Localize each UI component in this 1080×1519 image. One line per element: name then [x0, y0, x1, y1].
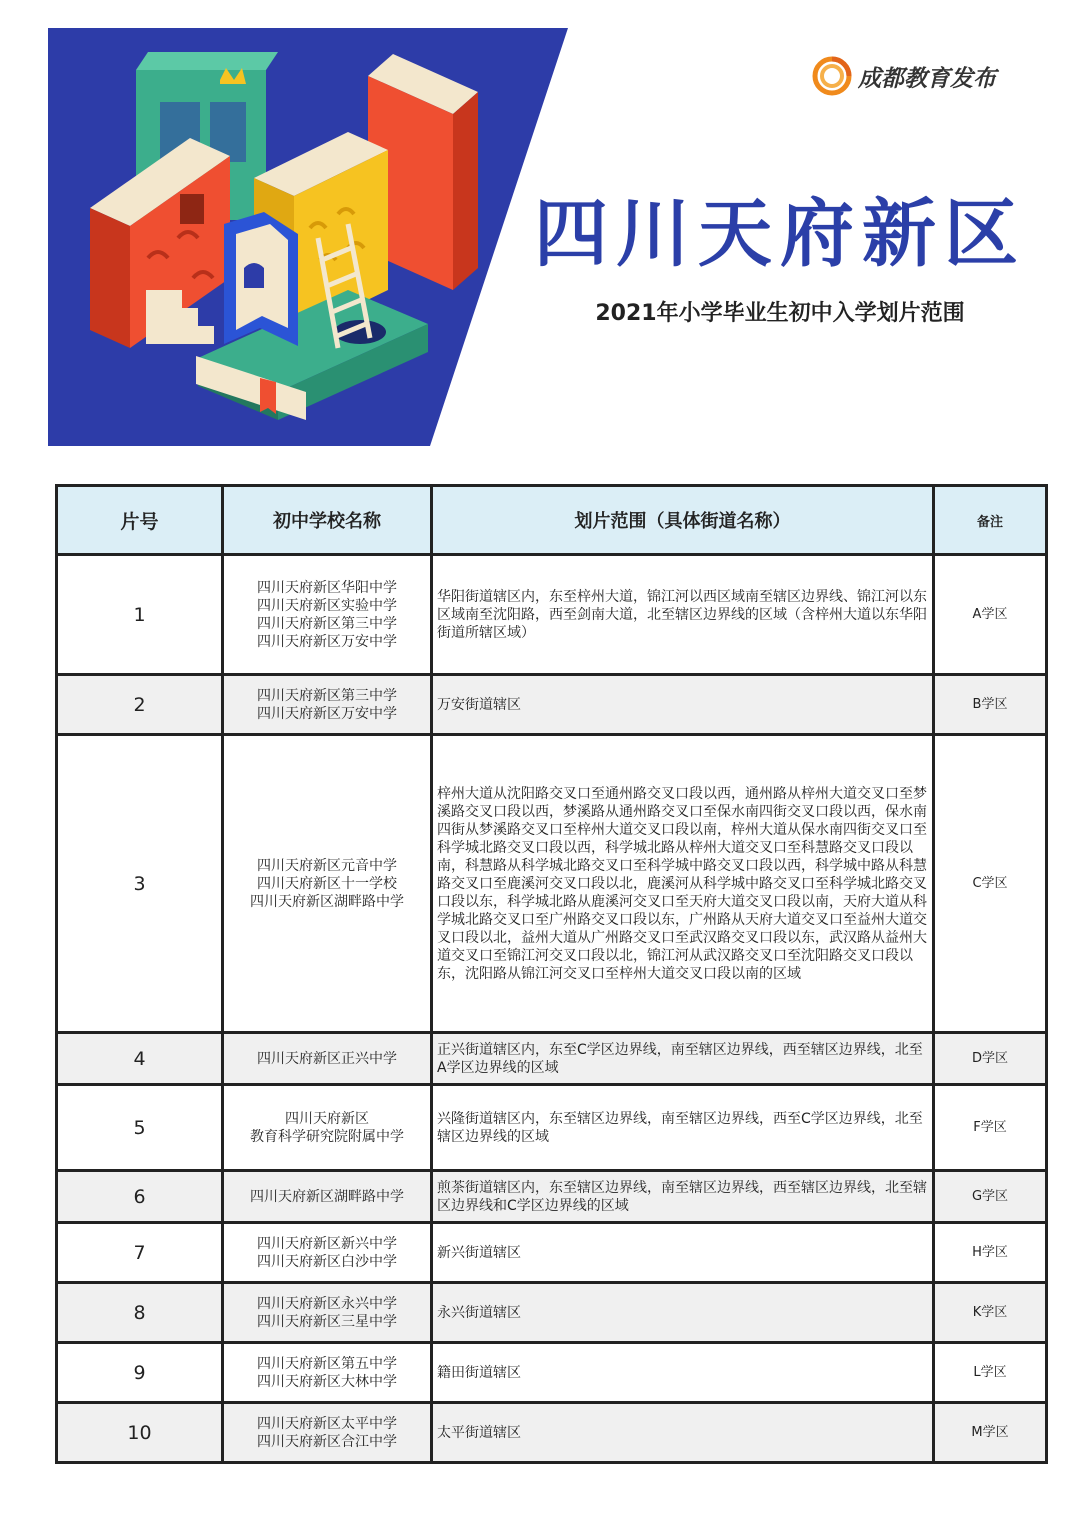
page-subtitle: 2021年小学毕业生初中入学划片范围	[595, 301, 965, 326]
table-row	[57, 675, 1047, 735]
page-title: 四川天府新区	[534, 191, 1026, 277]
cell-scope: 籍田街道辖区	[432, 1343, 934, 1403]
school-name: 四川天府新区元音中学	[257, 857, 397, 874]
brand-name: 成都教育发布	[858, 65, 996, 92]
school-name: 四川天府新区永兴中学	[257, 1295, 397, 1312]
cell-zone-id: 1	[57, 555, 223, 675]
blue-book	[224, 212, 298, 346]
cell-scope: 正兴街道辖区内，东至C学区边界线，南至辖区边界线，西至辖区边界线，北至A学区边界线的区域	[432, 1033, 934, 1085]
table-row	[57, 1033, 1047, 1085]
cell-schools	[223, 1343, 432, 1403]
cell-schools	[223, 1033, 432, 1085]
cell-zone-id: 9	[57, 1343, 223, 1403]
school-name: 四川天府新区第三中学	[257, 615, 397, 632]
school-name: 四川天府新区湖畔路中学	[250, 893, 404, 910]
cell-zone-id: 2	[57, 675, 223, 735]
table-row	[57, 735, 1047, 1033]
cell-zone-id: 5	[57, 1085, 223, 1171]
cell-note: B学区	[934, 675, 1047, 735]
table-row	[57, 1343, 1047, 1403]
table-row	[57, 555, 1047, 675]
school-name: 四川天府新区第三中学	[257, 687, 397, 704]
column-header-school: 初中学校名称	[223, 486, 432, 555]
cell-note: D学区	[934, 1033, 1047, 1085]
column-header-id: 片号	[57, 486, 223, 555]
cell-schools	[223, 1085, 432, 1171]
cell-scope: 梓州大道从沈阳路交叉口至通州路交叉口段以西，通州路从梓州大道交叉口至梦溪路交叉口段以西，梦溪路从通州路交叉口至保水南四街交叉口段以西，保水南四街从梦溪路交叉口至梓州大道交叉口段以南，梓州大道从保水南四街交叉口至科学城北路交叉口段以西，科学城北路从梓州大道交叉口至科慧路交叉口段以南，科慧路从科学城北路交叉口至科学城中路交叉口段以西，科学城中路从科慧路交叉口至鹿溪河交叉口段以北，鹿溪河从科学城中路交叉口至科学城北路交叉口段以东，科学城北路从鹿溪河交叉口至天府大道交叉口段以南，天府大道从科学城北路交叉口至广州路交叉口段以东，广州路从天府大道交叉口至益州大道交叉口段以北，益州大道从广州路交叉口至武汉路交叉口段以东，武汉路从益州大道交叉口至锦江河交叉口段以北，锦江河从武汉路交叉口至沈阳路交叉口段以东，沈阳路从锦江河交叉口至梓州大道交叉口段以南的区域	[432, 735, 934, 1033]
cell-note: M学区	[934, 1403, 1047, 1463]
school-name: 四川天府新区十一学校	[257, 875, 397, 892]
cell-note: H学区	[934, 1223, 1047, 1283]
school-name: 四川天府新区万安中学	[257, 705, 397, 722]
cell-schools	[223, 1283, 432, 1343]
school-name: 四川天府新区	[285, 1110, 369, 1127]
banner-illustration	[48, 28, 568, 446]
cell-zone-id: 6	[57, 1171, 223, 1223]
school-name: 四川天府新区白沙中学	[257, 1253, 397, 1270]
school-name: 四川天府新区大林中学	[257, 1373, 397, 1390]
cell-note: G学区	[934, 1171, 1047, 1223]
cell-scope: 兴隆街道辖区内，东至辖区边界线，南至辖区边界线，西至C学区边界线，北至辖区边界线的区域	[432, 1085, 934, 1171]
school-name: 四川天府新区华阳中学	[257, 579, 397, 596]
school-name: 四川天府新区新兴中学	[257, 1235, 397, 1252]
table-row	[57, 1283, 1047, 1343]
cell-zone-id: 3	[57, 735, 223, 1033]
table-row	[57, 1403, 1047, 1463]
cell-note: L学区	[934, 1343, 1047, 1403]
cell-schools	[223, 1171, 432, 1223]
cell-scope: 新兴街道辖区	[432, 1223, 934, 1283]
cell-scope: 万安街道辖区	[432, 675, 934, 735]
school-name: 四川天府新区合江中学	[257, 1433, 397, 1450]
brand-logo-icon	[812, 56, 852, 96]
school-name: 四川天府新区湖畔路中学	[250, 1188, 404, 1205]
school-name: 四川天府新区实验中学	[257, 597, 397, 614]
school-name: 四川天府新区太平中学	[257, 1415, 397, 1432]
column-header-note: 备注	[934, 486, 1047, 555]
school-name: 四川天府新区正兴中学	[257, 1050, 397, 1067]
cell-schools	[223, 675, 432, 735]
cell-scope: 华阳街道辖区内，东至梓州大道，锦江河以西区域南至辖区边界线、锦江河以东区域南至沈阳路，西至剑南大道，北至辖区边界线的区域（含梓州大道以东华阳街道所辖区域）	[432, 555, 934, 675]
cell-zone-id: 4	[57, 1033, 223, 1085]
table-body	[57, 555, 1047, 1463]
table-row	[57, 1085, 1047, 1171]
table-row	[57, 1223, 1047, 1283]
cell-scope: 永兴街道辖区	[432, 1283, 934, 1343]
school-name: 四川天府新区三星中学	[257, 1313, 397, 1330]
cell-note: A学区	[934, 555, 1047, 675]
cell-note: K学区	[934, 1283, 1047, 1343]
school-name: 四川天府新区第五中学	[257, 1355, 397, 1372]
cell-zone-id: 8	[57, 1283, 223, 1343]
cell-note: F学区	[934, 1085, 1047, 1171]
column-header-scope: 划片范围（具体街道名称）	[432, 486, 934, 555]
school-name: 教育科学研究院附属中学	[250, 1128, 404, 1145]
table-row	[57, 1171, 1047, 1223]
cell-scope: 太平街道辖区	[432, 1403, 934, 1463]
cell-schools	[223, 1223, 432, 1283]
cell-schools	[223, 555, 432, 675]
brand	[812, 56, 996, 96]
cell-scope: 煎茶街道辖区内，东至辖区边界线，南至辖区边界线，西至辖区边界线，北至辖区边界线和C学区边界线的区域	[432, 1171, 934, 1223]
cell-schools	[223, 1403, 432, 1463]
zone-table	[55, 484, 1048, 1464]
table-header-row	[57, 486, 1047, 555]
cell-note: C学区	[934, 735, 1047, 1033]
cell-zone-id: 10	[57, 1403, 223, 1463]
zone-table-container	[55, 484, 1031, 1464]
cell-zone-id: 7	[57, 1223, 223, 1283]
school-name: 四川天府新区万安中学	[257, 633, 397, 650]
cell-schools	[223, 735, 432, 1033]
